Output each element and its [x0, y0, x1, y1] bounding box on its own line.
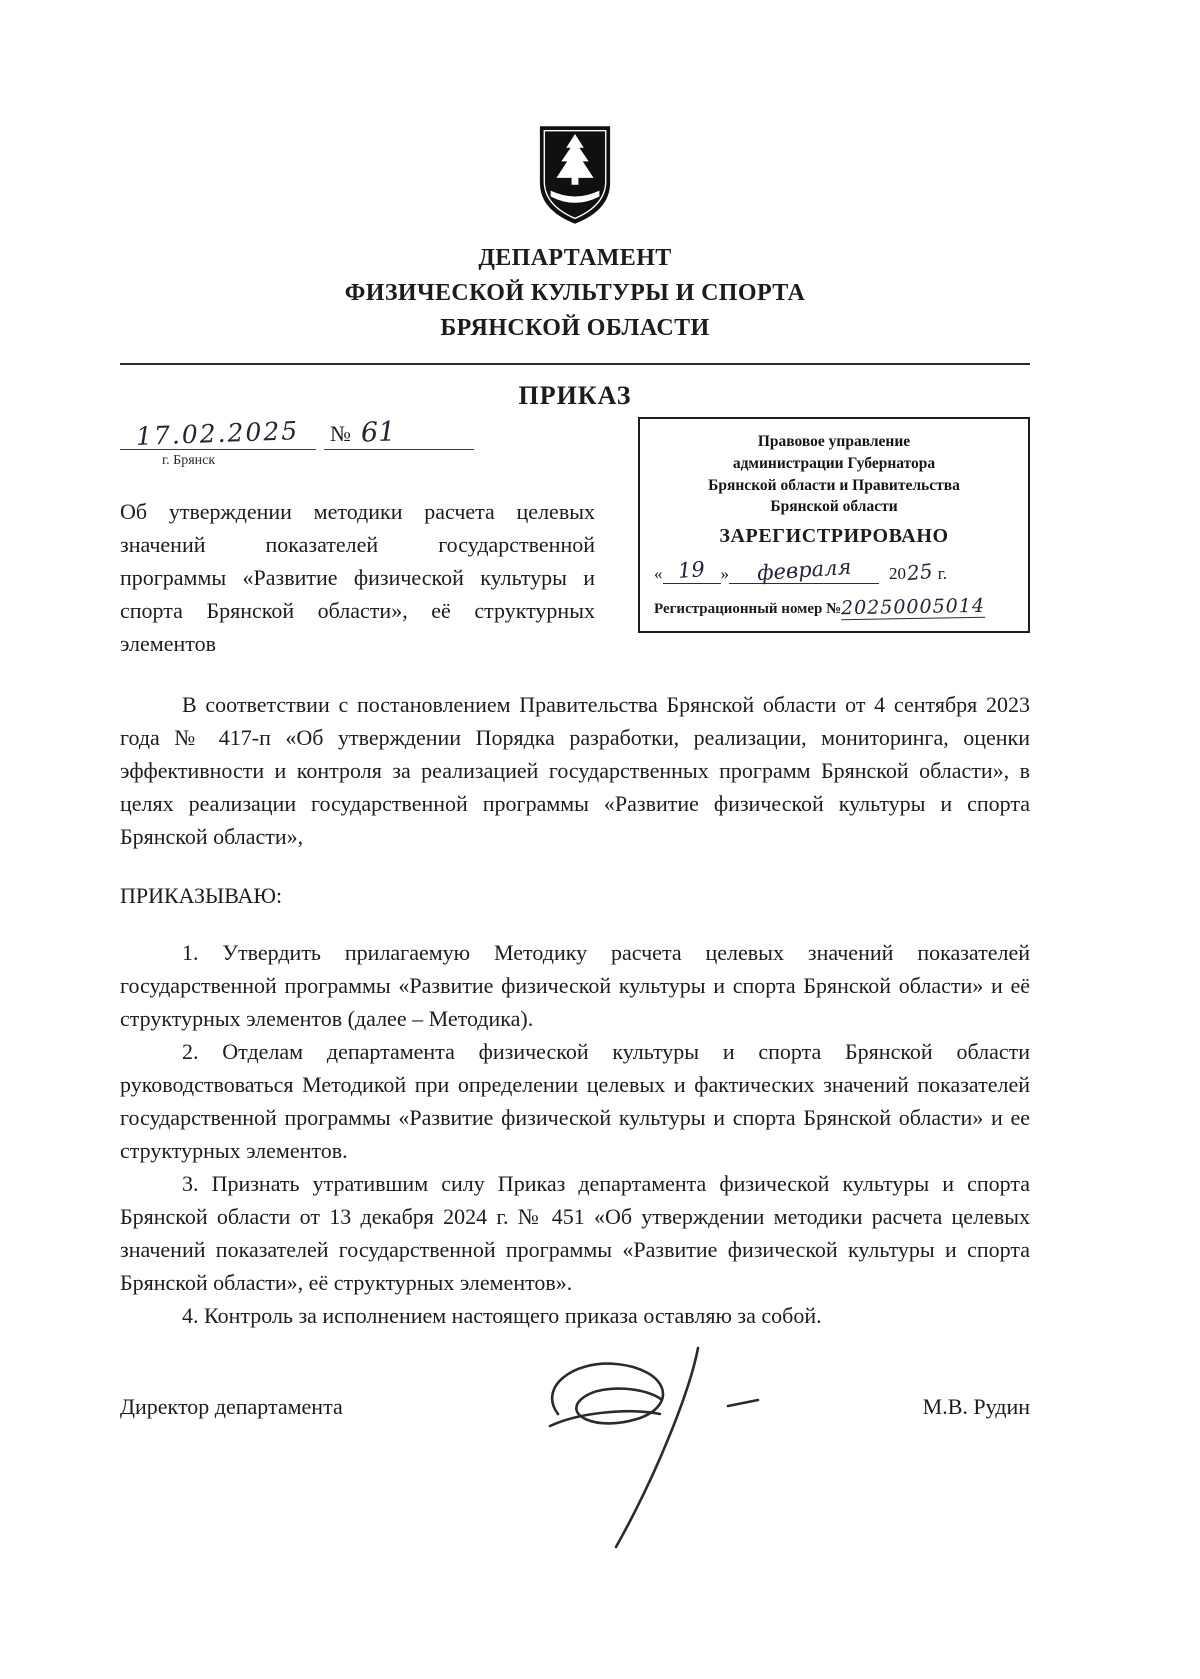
order-item-2: 2. Отделам департамента физической культуры и спорта Брянской области руководствоваться Методикой при определении целевых и фактических значений показателей государственной программы «Развитие физической культуры и спорта Брянской области» и ее структурных элементов.: [120, 1039, 1030, 1164]
stamp-quote-open: «: [654, 564, 663, 584]
stamp-org-line-1: Правовое управление: [757, 433, 911, 451]
meta-row: [120, 417, 1030, 660]
order-date-handwritten: 17.02.2025: [135, 416, 301, 452]
letterhead: [120, 124, 1030, 345]
org-name-line-3: БРЯНСКОЙ ОБЛАСТИ: [440, 314, 710, 341]
org-name-line-2: ФИЗИЧЕСКОЙ КУЛЬТУРЫ И СПОРТА: [344, 279, 806, 306]
stamp-date-line: [654, 554, 1014, 586]
stamp-day-handwritten: 19: [677, 557, 706, 584]
date-number-line: [120, 417, 595, 450]
stamp-registered-label: ЗАРЕГИСТРИРОВАНО: [719, 525, 949, 548]
stamp-month-field: [729, 554, 879, 586]
header-divider: [120, 363, 1030, 365]
stamp-quote-close: »: [720, 564, 729, 584]
order-title: ПРИКАЗ: [518, 381, 632, 411]
order-item-4: 4. Контроль за исполнением настоящего приказа оставляю за собой.: [182, 1303, 822, 1329]
order-meta: [120, 417, 595, 660]
signer-position: Директор департамента: [120, 1394, 343, 1420]
order-number-handwritten: 61: [360, 416, 396, 449]
signature-block: [120, 1394, 1030, 1420]
stamp-year-prefix: 20: [889, 564, 906, 584]
stamp-reg-number-handwritten: 20250005014: [841, 594, 986, 620]
stamp-day-field: [663, 558, 721, 584]
order-body: [120, 688, 1030, 1332]
order-item-1: 1. Утвердить прилагаемую Методику расчета целевых значений показателей государственной программы «Развитие физической культуры и спорта Брянской области» и её структурных элементов (далее – Методика).: [120, 940, 1030, 1032]
stamp-month-handwritten: февраля: [756, 554, 852, 586]
stamp-org-line-4: Брянской области: [770, 498, 898, 516]
stamp-reg-number-label: Регистрационный номер №: [654, 601, 842, 618]
order-date-field: [120, 416, 316, 452]
signature-scribble-icon: [520, 1342, 790, 1563]
stamp-year-suffix: г.: [937, 564, 948, 584]
coat-of-arms-icon: [536, 124, 614, 231]
order-city: г. Брянск: [162, 453, 216, 469]
stamp-org-line-3: Брянской области и Правительства: [708, 476, 960, 494]
number-sign-label: №: [330, 421, 351, 447]
order-number-field: [324, 417, 474, 450]
order-item-3: 3. Признать утратившим силу Приказ департамента физической культуры и спорта Брянской области от 13 декабря 2024 г. № 451 «Об утверждении методики расчета целевых значений показателей государственной программы «Развитие физической культуры и спорта Брянской области», её структурных элементов».: [120, 1171, 1030, 1296]
resolve-heading: ПРИКАЗЫВАЮ:: [120, 883, 283, 909]
registration-stamp: [638, 417, 1030, 633]
stamp-year-handwritten: 25: [905, 558, 934, 586]
order-subject: Об утверждении методики расчета целевых значений показателей государственной программы «Развитие физической культуры и спорта Брянской области», её структурных элементов: [120, 499, 595, 657]
org-name-line-1: ДЕПАРТАМЕНТ: [478, 245, 672, 271]
stamp-reg-number-line: [654, 596, 1014, 619]
stamp-year-field: [889, 560, 947, 584]
signer-name: М.В. Рудин: [922, 1394, 1030, 1420]
stamp-org-line-2: администрации Губернатора: [732, 455, 936, 473]
intro-paragraph: В соответствии с постановлением Правительства Брянской области от 4 сентября 2023 года № 417-п «Об утверждении Порядка разработки, реализации, мониторинга, оценки эффективности и контроля за реализацией государственных программ Брянской области», в целях реализации государственной программы «Развитие физической культуры и спорта Брянской области»,: [120, 692, 1030, 850]
